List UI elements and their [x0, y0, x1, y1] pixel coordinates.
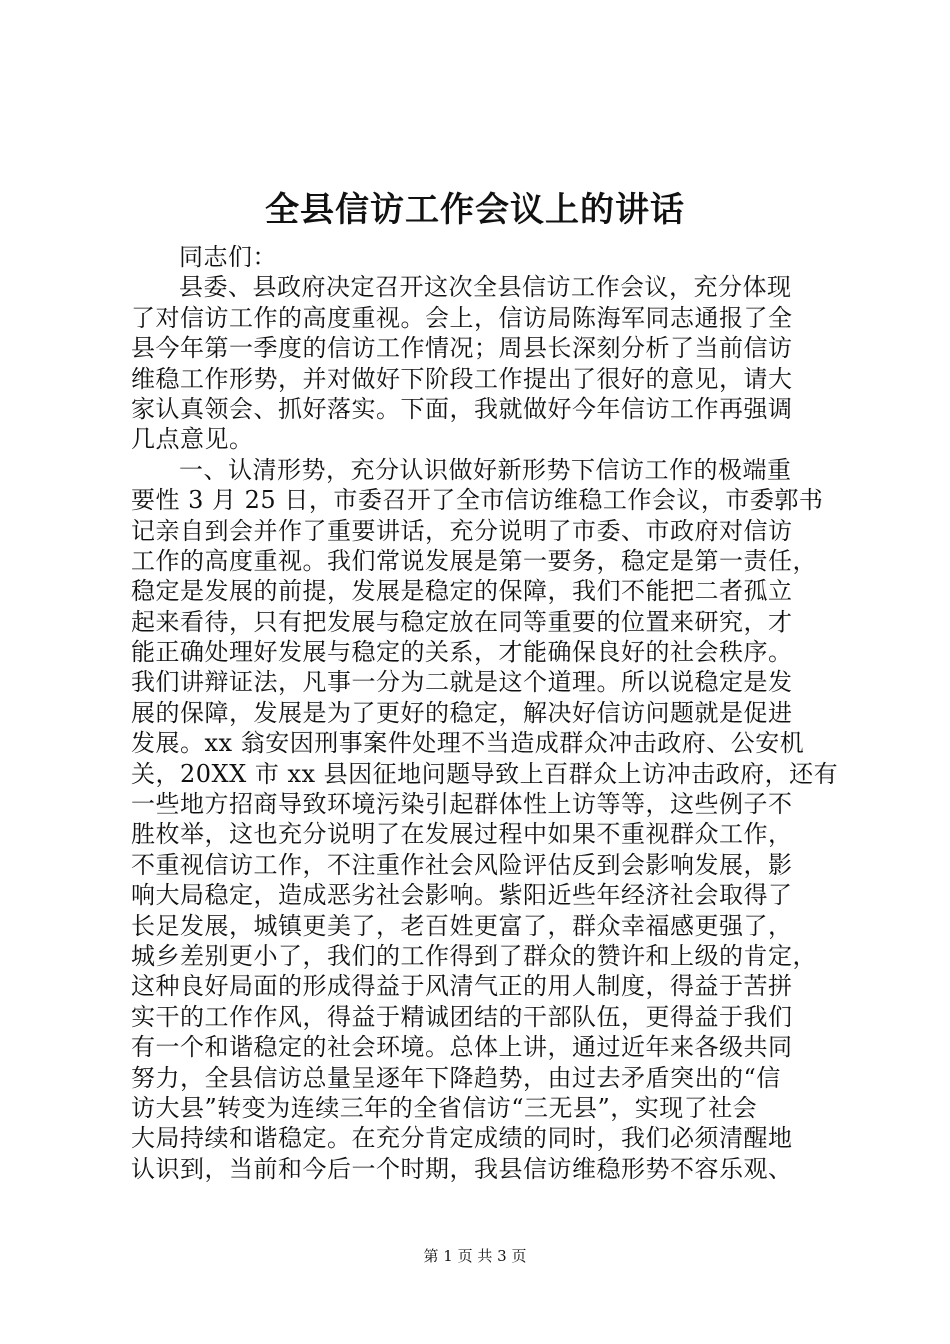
document-title: 全县信访工作会议上的讲话	[265, 190, 685, 230]
paragraph-line: 有一个和谐稳定的社会环境。总体上讲，通过近年来各级共同	[131, 1033, 793, 1062]
paragraph-line: 访大县”转变为连续三年的全省信访“三无县”，实现了社会	[131, 1093, 758, 1122]
paragraph-line: 县今年第一季度的信访工作情况；周县长深刻分析了当前信访	[131, 334, 793, 363]
paragraph-line: 维稳工作形势，并对做好下阶段工作提出了很好的意见，请大	[131, 364, 793, 393]
paragraph-line: 几点意见。	[131, 425, 254, 454]
paragraph-line: 胜枚举，这也充分说明了在发展过程中如果不重视群众工作，	[131, 820, 793, 849]
page-number-indicator: 第 1 页 共 3 页	[423, 1247, 527, 1265]
paragraph-line: 城乡差别更小了，我们的工作得到了群众的赞许和上级的肯定，	[131, 941, 817, 970]
paragraph-line: 认识到，当前和今后一个时期，我县信访维稳形势不容乐观、	[131, 1154, 793, 1183]
paragraph-line: 展的保障，发展是为了更好的稳定，解决好信访问题就是促进	[131, 698, 793, 727]
paragraph-line: 发展。xx 翁安因刑事案件处理不当造成群众冲击政府、公安机	[131, 729, 805, 758]
section-heading-line: 一、认清形势，充分认识做好新形势下信访工作的极端重	[179, 455, 792, 484]
document-body	[131, 242, 839, 1184]
paragraph-line: 长足发展，城镇更美了，老百姓更富了，群众幸福感更强了，	[131, 911, 793, 940]
salutation-line: 同志们：	[179, 243, 277, 271]
paragraph-line: 稳定是发展的前提，发展是稳定的保障，我们不能把二者孤立	[131, 577, 793, 606]
paragraph-line: 这种良好局面的形成得益于风清气正的用人制度，得益于苦拼	[131, 972, 793, 1001]
paragraph-line: 响大局稳定，造成恶劣社会影响。紫阳近些年经济社会取得了	[131, 881, 793, 910]
paragraph-line: 一些地方招商导致环境污染引起群体性上访等等，这些例子不	[131, 790, 793, 819]
paragraph-line: 工作的高度重视。我们常说发展是第一要务，稳定是第一责任，	[131, 546, 817, 575]
paragraph-line: 不重视信访工作，不注重作社会风险评估反到会影响发展，影	[131, 850, 793, 879]
paragraph-line: 关，20XX 市 xx 县因征地问题导致上百群众上访冲击政府，还有	[131, 759, 839, 788]
page-footer	[0, 1246, 950, 1266]
paragraph-line: 实干的工作作风，得益于精诚团结的干部队伍，更得益于我们	[131, 1002, 793, 1031]
paragraph-line: 县委、县政府决定召开这次全县信访工作会议，充分体现	[179, 273, 792, 302]
paragraph-line: 记亲自到会并作了重要讲话，充分说明了市委、市政府对信访	[131, 516, 793, 545]
paragraph-line: 大局持续和谐稳定。在充分肯定成绩的同时，我们必须清醒地	[131, 1124, 793, 1153]
paragraph-line: 要性 3 月 25 日，市委召开了全市信访维稳工作会议，市委郭书	[131, 486, 824, 515]
paragraph-line: 我们讲辩证法，凡事一分为二就是这个道理。所以说稳定是发	[131, 668, 793, 697]
paragraph-line: 了对信访工作的高度重视。会上，信访局陈海军同志通报了全	[131, 303, 793, 332]
paragraph-line: 努力，全县信访总量呈逐年下降趋势，由过去矛盾突出的“信	[131, 1063, 781, 1092]
paragraph-line: 能正确处理好发展与稳定的关系，才能确保良好的社会秩序。	[131, 638, 793, 667]
paragraph-line: 起来看待，只有把发展与稳定放在同等重要的位置来研究，才	[131, 607, 793, 636]
paragraph-line: 家认真领会、抓好落实。下面，我就做好今年信访工作再强调	[131, 394, 793, 423]
